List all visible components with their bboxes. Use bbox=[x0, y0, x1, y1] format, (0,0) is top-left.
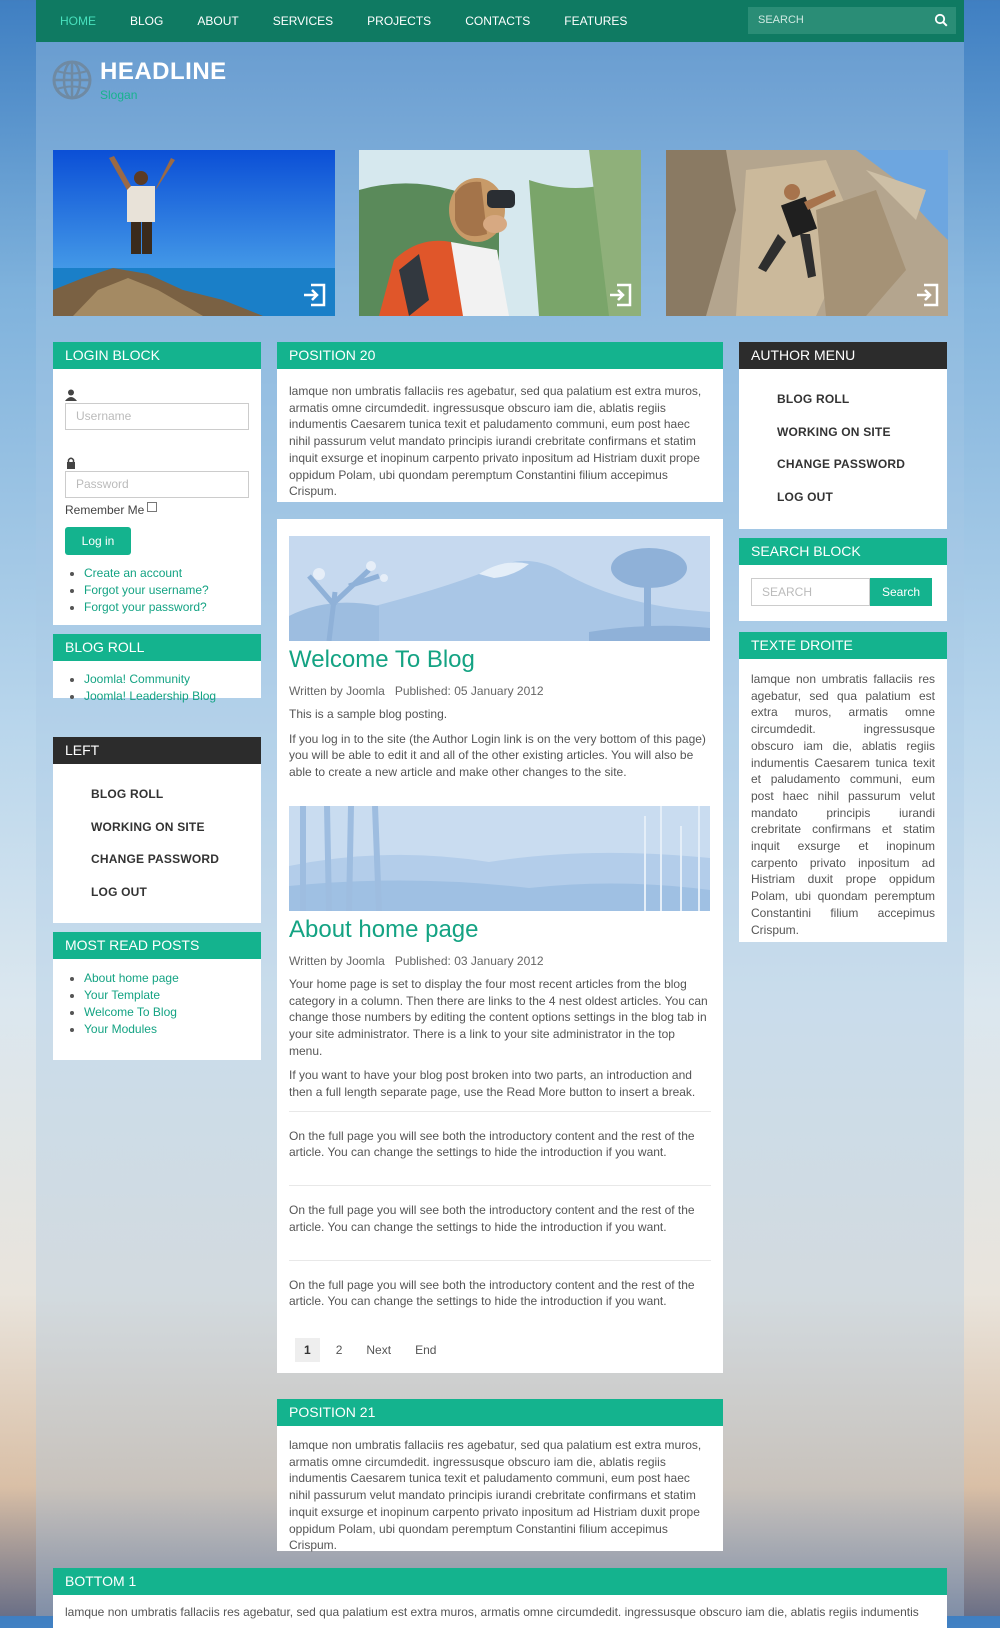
blog-roll-list bbox=[65, 671, 249, 705]
bottom-1-block bbox=[53, 1568, 947, 1628]
most-read-list bbox=[65, 970, 249, 1038]
blog-articles bbox=[277, 519, 723, 1373]
article-author: Written by Joomla bbox=[289, 953, 385, 968]
bottom-1-text: lamque non umbratis fallaciis res agebatur, sed qua palatium est extra muros, armatis omne circumdedit. ingressusque obscuro iam die, ablatis regiis indumentis bbox=[65, 1605, 919, 1619]
most-read-block bbox=[53, 932, 261, 1060]
position-21-text: lamque non umbratis fallaciis res agebatur, sed qua palatium est extra muros, armatis omne circumdedit. ingressusque obscuro iam die, ablatis regiis indumentis Caesarem tunica texit et paludamento communi, eum post haec nihil passurum velut mandato principis iurandi crebritate confirmans et statim inquit exsurge et inopinum carpento privato inpositum ad Histriam duxit prope oppidum Polam, ubi quondam peremptum Constantini filium accepimus Crispum. bbox=[289, 1438, 702, 1553]
intro-text: On the full page you will see both the introductory content and the rest of the article. You can change the settings to hide the introduction if you want. bbox=[289, 1128, 695, 1160]
bamboo-landscape-image bbox=[289, 806, 710, 911]
lock-icon bbox=[65, 457, 77, 469]
position-21-block bbox=[277, 1399, 723, 1551]
nav-search-placeholder: SEARCH bbox=[758, 14, 804, 26]
climber-image bbox=[666, 150, 948, 316]
list-item bbox=[84, 1021, 249, 1038]
search-block-placeholder: SEARCH bbox=[762, 585, 813, 599]
nav-contacts[interactable]: CONTACTS bbox=[465, 14, 531, 28]
create-account-link[interactable]: Create an account bbox=[84, 566, 183, 580]
page-wrapper bbox=[36, 0, 964, 1619]
left-menu-blog-roll[interactable]: BLOG ROLL bbox=[91, 787, 164, 801]
forgot-username-link[interactable]: Forgot your username? bbox=[84, 583, 209, 597]
list-item bbox=[84, 1004, 249, 1021]
forgot-password-link[interactable]: Forgot your password? bbox=[84, 600, 207, 614]
article-text: If you log in to the site (the Author Login link is on the very bottom of this page) you will be able to edit it and all of the other existing articles. You will also be able to create a new article and make other changes to the site. bbox=[289, 731, 706, 780]
position-20-title: POSITION 20 bbox=[277, 342, 723, 369]
enter-icon[interactable] bbox=[607, 282, 633, 308]
list-item bbox=[84, 688, 249, 705]
login-block bbox=[53, 342, 261, 625]
author-menu-log-out[interactable]: LOG OUT bbox=[777, 489, 834, 504]
author-menu-list bbox=[739, 369, 947, 513]
list-item bbox=[84, 987, 249, 1004]
article-author: Written by Joomla bbox=[289, 684, 385, 698]
nav-search-input[interactable] bbox=[748, 7, 956, 34]
photo-climber[interactable] bbox=[666, 150, 948, 316]
page-2-button[interactable]: 2 bbox=[335, 1342, 343, 1357]
left-menu-list bbox=[53, 764, 261, 908]
left-menu-title: LEFT bbox=[53, 737, 261, 764]
texte-droite-text: lamque non umbratis fallaciis res agebatur, sed qua palatium est extra muros, armatis omne circumdedit. ingressusque obscuro iam die, ablatis regiis indumentis Caesarem tunica texit et paludamento communi, eum post haec nihil passurum velut mandato principis iurandi crebritate confirmans et statim inquit exsurge et inopinum carpento privato inpositum ad Histriam duxit prope oppidum Polam, ubi quondam peremptum Constantini filium accepimus Crispum. bbox=[751, 672, 935, 937]
your-modules-link[interactable]: Your Modules bbox=[84, 1022, 157, 1036]
search-block-input[interactable] bbox=[751, 578, 870, 606]
page-1-button[interactable]: 1 bbox=[295, 1338, 320, 1362]
list-item bbox=[84, 599, 249, 616]
log-in-button[interactable]: Log in bbox=[65, 527, 131, 555]
article-text: Your home page is set to display the four most recent articles from the blog category in a column. Then there are links to the 4 nest oldest articles. You can change those numbers by editing the content options settings in the blog tab in your site administrator. There is a link to your site administrator in the top menu. bbox=[289, 976, 708, 1058]
search-block bbox=[739, 538, 947, 621]
left-menu-block bbox=[53, 737, 261, 923]
list-item bbox=[84, 970, 249, 987]
position-21-title: POSITION 21 bbox=[277, 1399, 723, 1426]
list-item bbox=[84, 565, 249, 582]
main-menu bbox=[60, 0, 661, 42]
blog-roll-title: BLOG ROLL bbox=[53, 634, 261, 661]
search-button[interactable]: Search bbox=[870, 578, 932, 606]
site-slogan: Slogan bbox=[100, 88, 138, 102]
enter-icon[interactable] bbox=[914, 282, 940, 308]
author-menu-change-password[interactable]: CHANGE PASSWORD bbox=[777, 457, 906, 471]
remember-me-checkbox[interactable] bbox=[147, 502, 157, 512]
photo-binoculars[interactable] bbox=[359, 150, 641, 316]
nav-home[interactable]: HOME bbox=[60, 14, 96, 28]
welcome-to-blog-link[interactable]: Welcome To Blog bbox=[84, 1005, 177, 1019]
end-page-button[interactable]: End bbox=[415, 1342, 437, 1357]
about-home-page-link[interactable]: About home page bbox=[84, 971, 179, 985]
left-menu-change-password[interactable]: CHANGE PASSWORD bbox=[91, 852, 220, 866]
nav-features[interactable]: FEATURES bbox=[564, 14, 628, 28]
article-text: If you want to have your blog post broken into two parts, an introduction and then a full length separate page, use the Read More button to insert a break. bbox=[289, 1068, 696, 1100]
list-item bbox=[84, 582, 249, 599]
password-field[interactable] bbox=[65, 471, 249, 498]
nav-about[interactable]: ABOUT bbox=[197, 14, 239, 28]
intro-text: On the full page you will see both the introductory content and the rest of the article. You can change the settings to hide the introduction if you want. bbox=[289, 1203, 695, 1234]
hiker-summit-image bbox=[53, 150, 335, 316]
most-read-title: MOST READ POSTS bbox=[53, 932, 261, 959]
author-menu-title: AUTHOR MENU bbox=[739, 342, 947, 369]
search-icon[interactable] bbox=[934, 13, 948, 27]
texte-droite-title: TEXTE DROITE bbox=[739, 632, 947, 659]
username-placeholder: Username bbox=[76, 409, 132, 423]
username-field[interactable] bbox=[65, 403, 249, 430]
texte-droite-block bbox=[739, 632, 947, 942]
article-text: This is a sample blog posting. bbox=[289, 707, 448, 721]
binoculars-image bbox=[359, 150, 641, 316]
article-title-welcome[interactable]: Welcome To Blog bbox=[289, 646, 475, 673]
left-menu-working-on-site[interactable]: WORKING ON SITE bbox=[91, 819, 205, 834]
author-menu-working-on-site[interactable]: WORKING ON SITE bbox=[777, 424, 891, 439]
photo-hiker-summit[interactable] bbox=[53, 150, 335, 316]
nav-projects[interactable]: PROJECTS bbox=[367, 14, 432, 28]
bottom-1-title: BOTTOM 1 bbox=[53, 1568, 947, 1595]
intro-text: On the full page you will see both the introductory content and the rest of the article. You can change the settings to hide the introduction if you want. bbox=[289, 1277, 695, 1309]
login-links bbox=[65, 565, 249, 616]
left-menu-log-out[interactable]: LOG OUT bbox=[91, 884, 148, 899]
next-page-button[interactable]: Next bbox=[366, 1342, 392, 1357]
globe-logo-icon[interactable] bbox=[52, 60, 92, 100]
article-date: Published: 03 January 2012 bbox=[394, 953, 544, 968]
list-item bbox=[84, 671, 249, 688]
article-title-about[interactable]: About home page bbox=[289, 915, 479, 943]
site-headline[interactable]: HEADLINE bbox=[100, 58, 227, 85]
position-20-text: lamque non umbratis fallaciis res agebatur, sed qua palatium est extra muros, armatis omne circumdedit. ingressusque obscuro iam die, ablatis regiis indumentis Caesarem tunica texit et paludamento communi, eum post haec nihil passurum velut mandato principis iurandi crebritate confirmans et statim inquit exsurge et inopinum carpento privato inpositum ad Histriam duxit prope oppidum Polam, ubi quondam peremptum Constantini filium accepimus Crispum. bbox=[289, 384, 702, 499]
divider bbox=[289, 1185, 711, 1186]
search-block-title: SEARCH BLOCK bbox=[739, 538, 947, 565]
login-block-title: LOGIN BLOCK bbox=[53, 342, 261, 369]
joomla-community-link[interactable]: Joomla! Community bbox=[84, 672, 191, 686]
pagination bbox=[289, 1338, 711, 1362]
remember-me-label: Remember Me bbox=[65, 503, 145, 517]
author-menu-blog-roll[interactable]: BLOG ROLL bbox=[777, 392, 850, 406]
top-navigation bbox=[36, 0, 964, 42]
user-icon bbox=[65, 389, 77, 401]
nav-services[interactable]: SERVICES bbox=[272, 14, 334, 28]
article-date: Published: 05 January 2012 bbox=[394, 684, 544, 698]
enter-icon[interactable] bbox=[301, 282, 327, 308]
your-template-link[interactable]: Your Template bbox=[84, 988, 161, 1002]
article-meta bbox=[289, 954, 711, 968]
article-meta bbox=[289, 684, 711, 698]
divider bbox=[289, 1111, 711, 1112]
blog-roll-block bbox=[53, 634, 261, 703]
mountain-landscape-image bbox=[289, 536, 710, 641]
position-20-block bbox=[277, 342, 723, 502]
nav-blog[interactable]: BLOG bbox=[130, 14, 164, 28]
joomla-leadership-blog-link[interactable]: Joomla! Leadership Blog bbox=[84, 689, 217, 703]
author-menu-block bbox=[739, 342, 947, 529]
divider bbox=[289, 1260, 711, 1261]
password-placeholder: Password bbox=[76, 477, 129, 491]
